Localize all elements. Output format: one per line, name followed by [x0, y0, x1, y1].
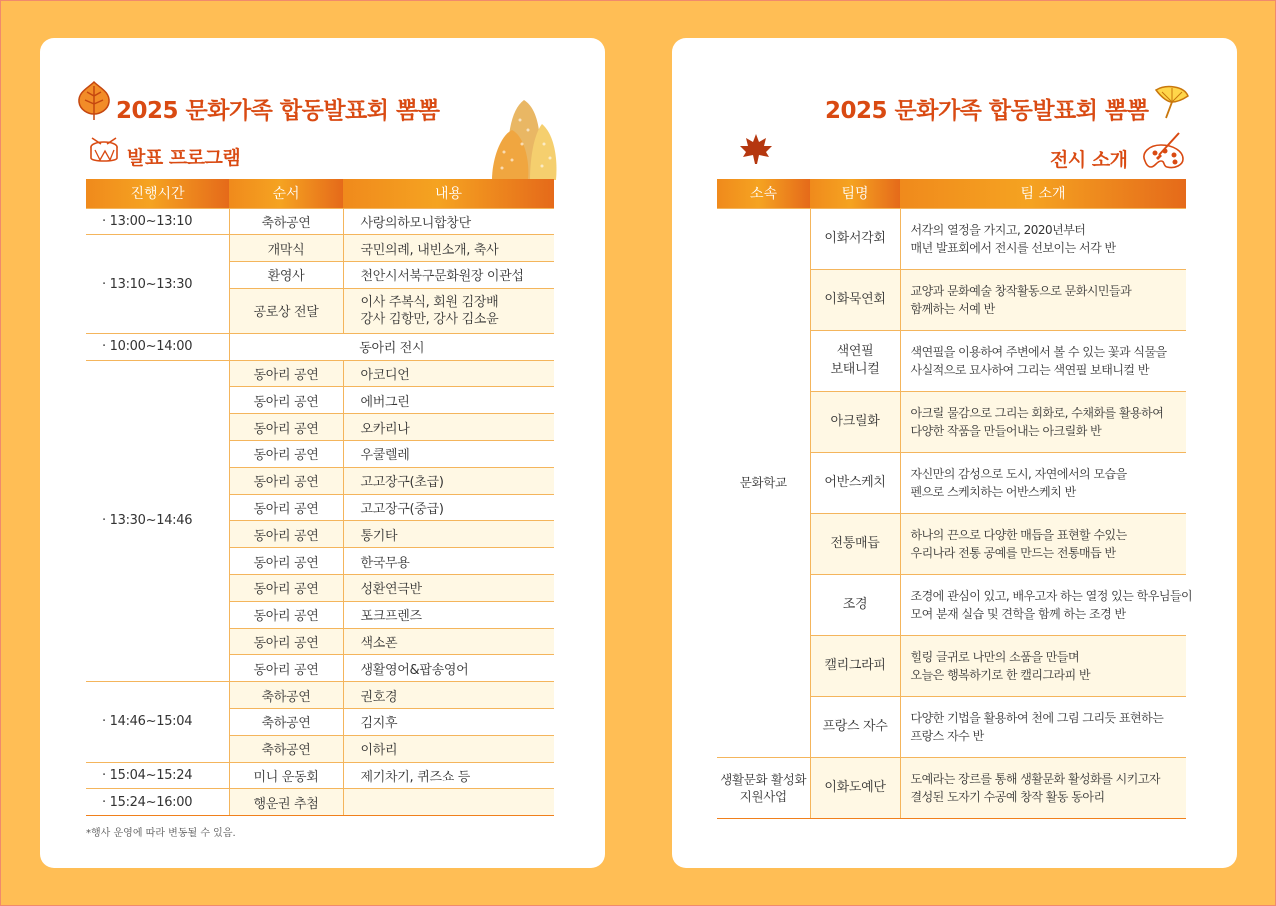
table-row [86, 682, 554, 709]
time-cell: · 14:46~15:04 [86, 682, 229, 762]
order-cell: 동아리 공연 [229, 521, 343, 548]
table-row [86, 762, 554, 789]
order-cell: 동아리 공연 [229, 601, 343, 628]
affiliation-cell: 문화학교 [717, 208, 810, 757]
content-cell: 색소폰 [343, 628, 554, 655]
order-cell: 동아리 공연 [229, 360, 343, 387]
order-cell: 동아리 공연 [229, 494, 343, 521]
trees-decoration-icon [490, 100, 558, 182]
content-cell: 사랑의하모니합창단 [343, 208, 554, 235]
header-affiliation: 소속 [717, 179, 810, 208]
order-cell: 개막식 [229, 235, 343, 262]
order-cell: 미니 운동회 [229, 762, 343, 789]
table-row [717, 208, 1186, 269]
table-row [86, 235, 554, 262]
intro-cell: 교양과 문화예술 창작활동으로 문화시민들과 함께하는 서예 반 [900, 269, 1186, 330]
intro-cell: 도예라는 장르를 통해 생활문화 활성화를 시키고자 결성된 도자기 수공예 창작 활동 동아리 [900, 757, 1186, 818]
time-cell: · 13:30~14:46 [86, 360, 229, 682]
content-cell: 권호경 [343, 682, 554, 709]
content-cell: 동아리 전시 [229, 333, 554, 360]
content-cell [343, 789, 554, 816]
order-cell: 행운권 추첨 [229, 789, 343, 816]
time-cell: · 15:24~16:00 [86, 789, 229, 816]
page-title-right: 2025 문화가족 합동발표회 뽐뽐 [825, 98, 1149, 124]
intro-cell: 하나의 끈으로 다양한 매듭을 표현할 수있는 우리나라 전통 공예를 만드는 전통매듭 반 [900, 513, 1186, 574]
table-row [86, 360, 554, 387]
intro-cell: 서각의 열정을 가지고, 2020년부터 매년 발표회에서 전시를 선보이는 서각 반 [900, 208, 1186, 269]
order-cell: 동아리 공연 [229, 387, 343, 414]
content-cell: 에버그린 [343, 387, 554, 414]
content-cell: 천안시서북구문화원장 이관섭 [343, 262, 554, 289]
content-cell: 제기차기, 퀴즈쇼 등 [343, 762, 554, 789]
content-cell: 김지후 [343, 709, 554, 736]
drum-icon [88, 136, 120, 168]
team-cell: 색연필 보태니컬 [810, 330, 900, 391]
order-cell: 축하공연 [229, 682, 343, 709]
footnote: *행사 운영에 따라 변동될 수 있음. [86, 828, 236, 839]
header-team: 팀명 [810, 179, 900, 208]
content-cell: 한국무용 [343, 548, 554, 575]
table-row [86, 333, 554, 360]
content-cell: 고고장구(중급) [343, 494, 554, 521]
exhibition-table-body [717, 208, 1193, 818]
team-cell: 전통매듭 [810, 513, 900, 574]
section-title-exhibition: 전시 소개 [1050, 149, 1128, 171]
content-cell: 이사 주복식, 회원 김장배 강사 김항만, 강사 김소윤 [343, 288, 554, 333]
time-cell: · 13:00~13:10 [86, 208, 229, 235]
team-cell: 캘리그라피 [810, 635, 900, 696]
order-cell: 동아리 공연 [229, 441, 343, 468]
time-cell: · 10:00~14:00 [86, 333, 229, 360]
team-cell: 이화묵연회 [810, 269, 900, 330]
order-cell: 축하공연 [229, 735, 343, 762]
header-time: 진행시간 [86, 179, 229, 208]
section-title-program: 발표 프로그램 [127, 147, 241, 169]
team-cell: 조경 [810, 574, 900, 635]
content-cell: 고고장구(초급) [343, 467, 554, 494]
team-cell: 아크릴화 [810, 391, 900, 452]
intro-cell: 다양한 기법을 활용하여 천에 그림 그리듯 표현하는 프랑스 자수 반 [900, 696, 1186, 757]
order-cell: 공로상 전달 [229, 288, 343, 333]
content-cell: 성환연극반 [343, 575, 554, 602]
intro-cell: 조경에 관심이 있고, 배우고자 하는 열정 있는 학우님들이 모여 분재 실습 및 견학을 함께 하는 조경 반 [900, 574, 1186, 635]
page-title: 2025 문화가족 합동발표회 뽐뽐 [116, 98, 440, 124]
order-cell: 동아리 공연 [229, 467, 343, 494]
program-table [86, 179, 554, 816]
content-cell: 이하리 [343, 735, 554, 762]
content-cell: 포크프렌즈 [343, 601, 554, 628]
content-cell: 아코디언 [343, 360, 554, 387]
content-cell: 생활영어&팝송영어 [343, 655, 554, 682]
exhibition-table [717, 179, 1193, 819]
order-cell: 동아리 공연 [229, 548, 343, 575]
content-cell: 국민의례, 내빈소개, 축사 [343, 235, 554, 262]
intro-cell: 힐링 글귀로 나만의 소품을 만들며 오늘은 행복하기로 한 캘리그라피 반 [900, 635, 1186, 696]
order-cell: 축하공연 [229, 709, 343, 736]
order-cell: 동아리 공연 [229, 575, 343, 602]
intro-cell: 색연필을 이용하여 주변에서 볼 수 있는 꽃과 식물을 사실적으로 묘사하여 그리는 색연필 보태니컬 반 [900, 330, 1186, 391]
palette-icon [1139, 131, 1187, 171]
table-row [86, 789, 554, 816]
team-cell: 어반스케치 [810, 452, 900, 513]
content-cell: 오카리나 [343, 414, 554, 441]
team-cell: 프랑스 자수 [810, 696, 900, 757]
intro-cell: 아크릴 물감으로 그리는 회화로, 수채화를 활용하여 다양한 작품을 만들어내는 아크릴화 반 [900, 391, 1186, 452]
program-card [40, 38, 605, 868]
time-cell: · 15:04~15:24 [86, 762, 229, 789]
affiliation-cell: 생활문화 활성화 지원사업 [717, 757, 810, 818]
exhibition-card [672, 38, 1237, 868]
header-order: 순서 [229, 179, 343, 208]
intro-cell: 자신만의 감성으로 도시, 자연에서의 모습을 펜으로 스케치하는 어반스케치 반 [900, 452, 1186, 513]
order-cell: 동아리 공연 [229, 655, 343, 682]
order-cell: 동아리 공연 [229, 628, 343, 655]
maple-leaf-icon [738, 132, 774, 166]
header-content: 내용 [343, 179, 554, 208]
order-cell: 환영사 [229, 262, 343, 289]
content-cell: 우쿨렐레 [343, 441, 554, 468]
order-cell: 동아리 공연 [229, 414, 343, 441]
ginkgo-leaf-icon [1152, 82, 1192, 122]
order-cell: 축하공연 [229, 208, 343, 235]
leaf-icon [76, 80, 112, 122]
time-cell: · 13:10~13:30 [86, 235, 229, 334]
team-cell: 이화도예단 [810, 757, 900, 818]
team-cell: 이화서각회 [810, 208, 900, 269]
table-row [86, 208, 554, 235]
table-row [717, 757, 1186, 818]
program-table-body [86, 208, 554, 816]
header-intro: 팀 소개 [900, 179, 1186, 208]
content-cell: 통기타 [343, 521, 554, 548]
